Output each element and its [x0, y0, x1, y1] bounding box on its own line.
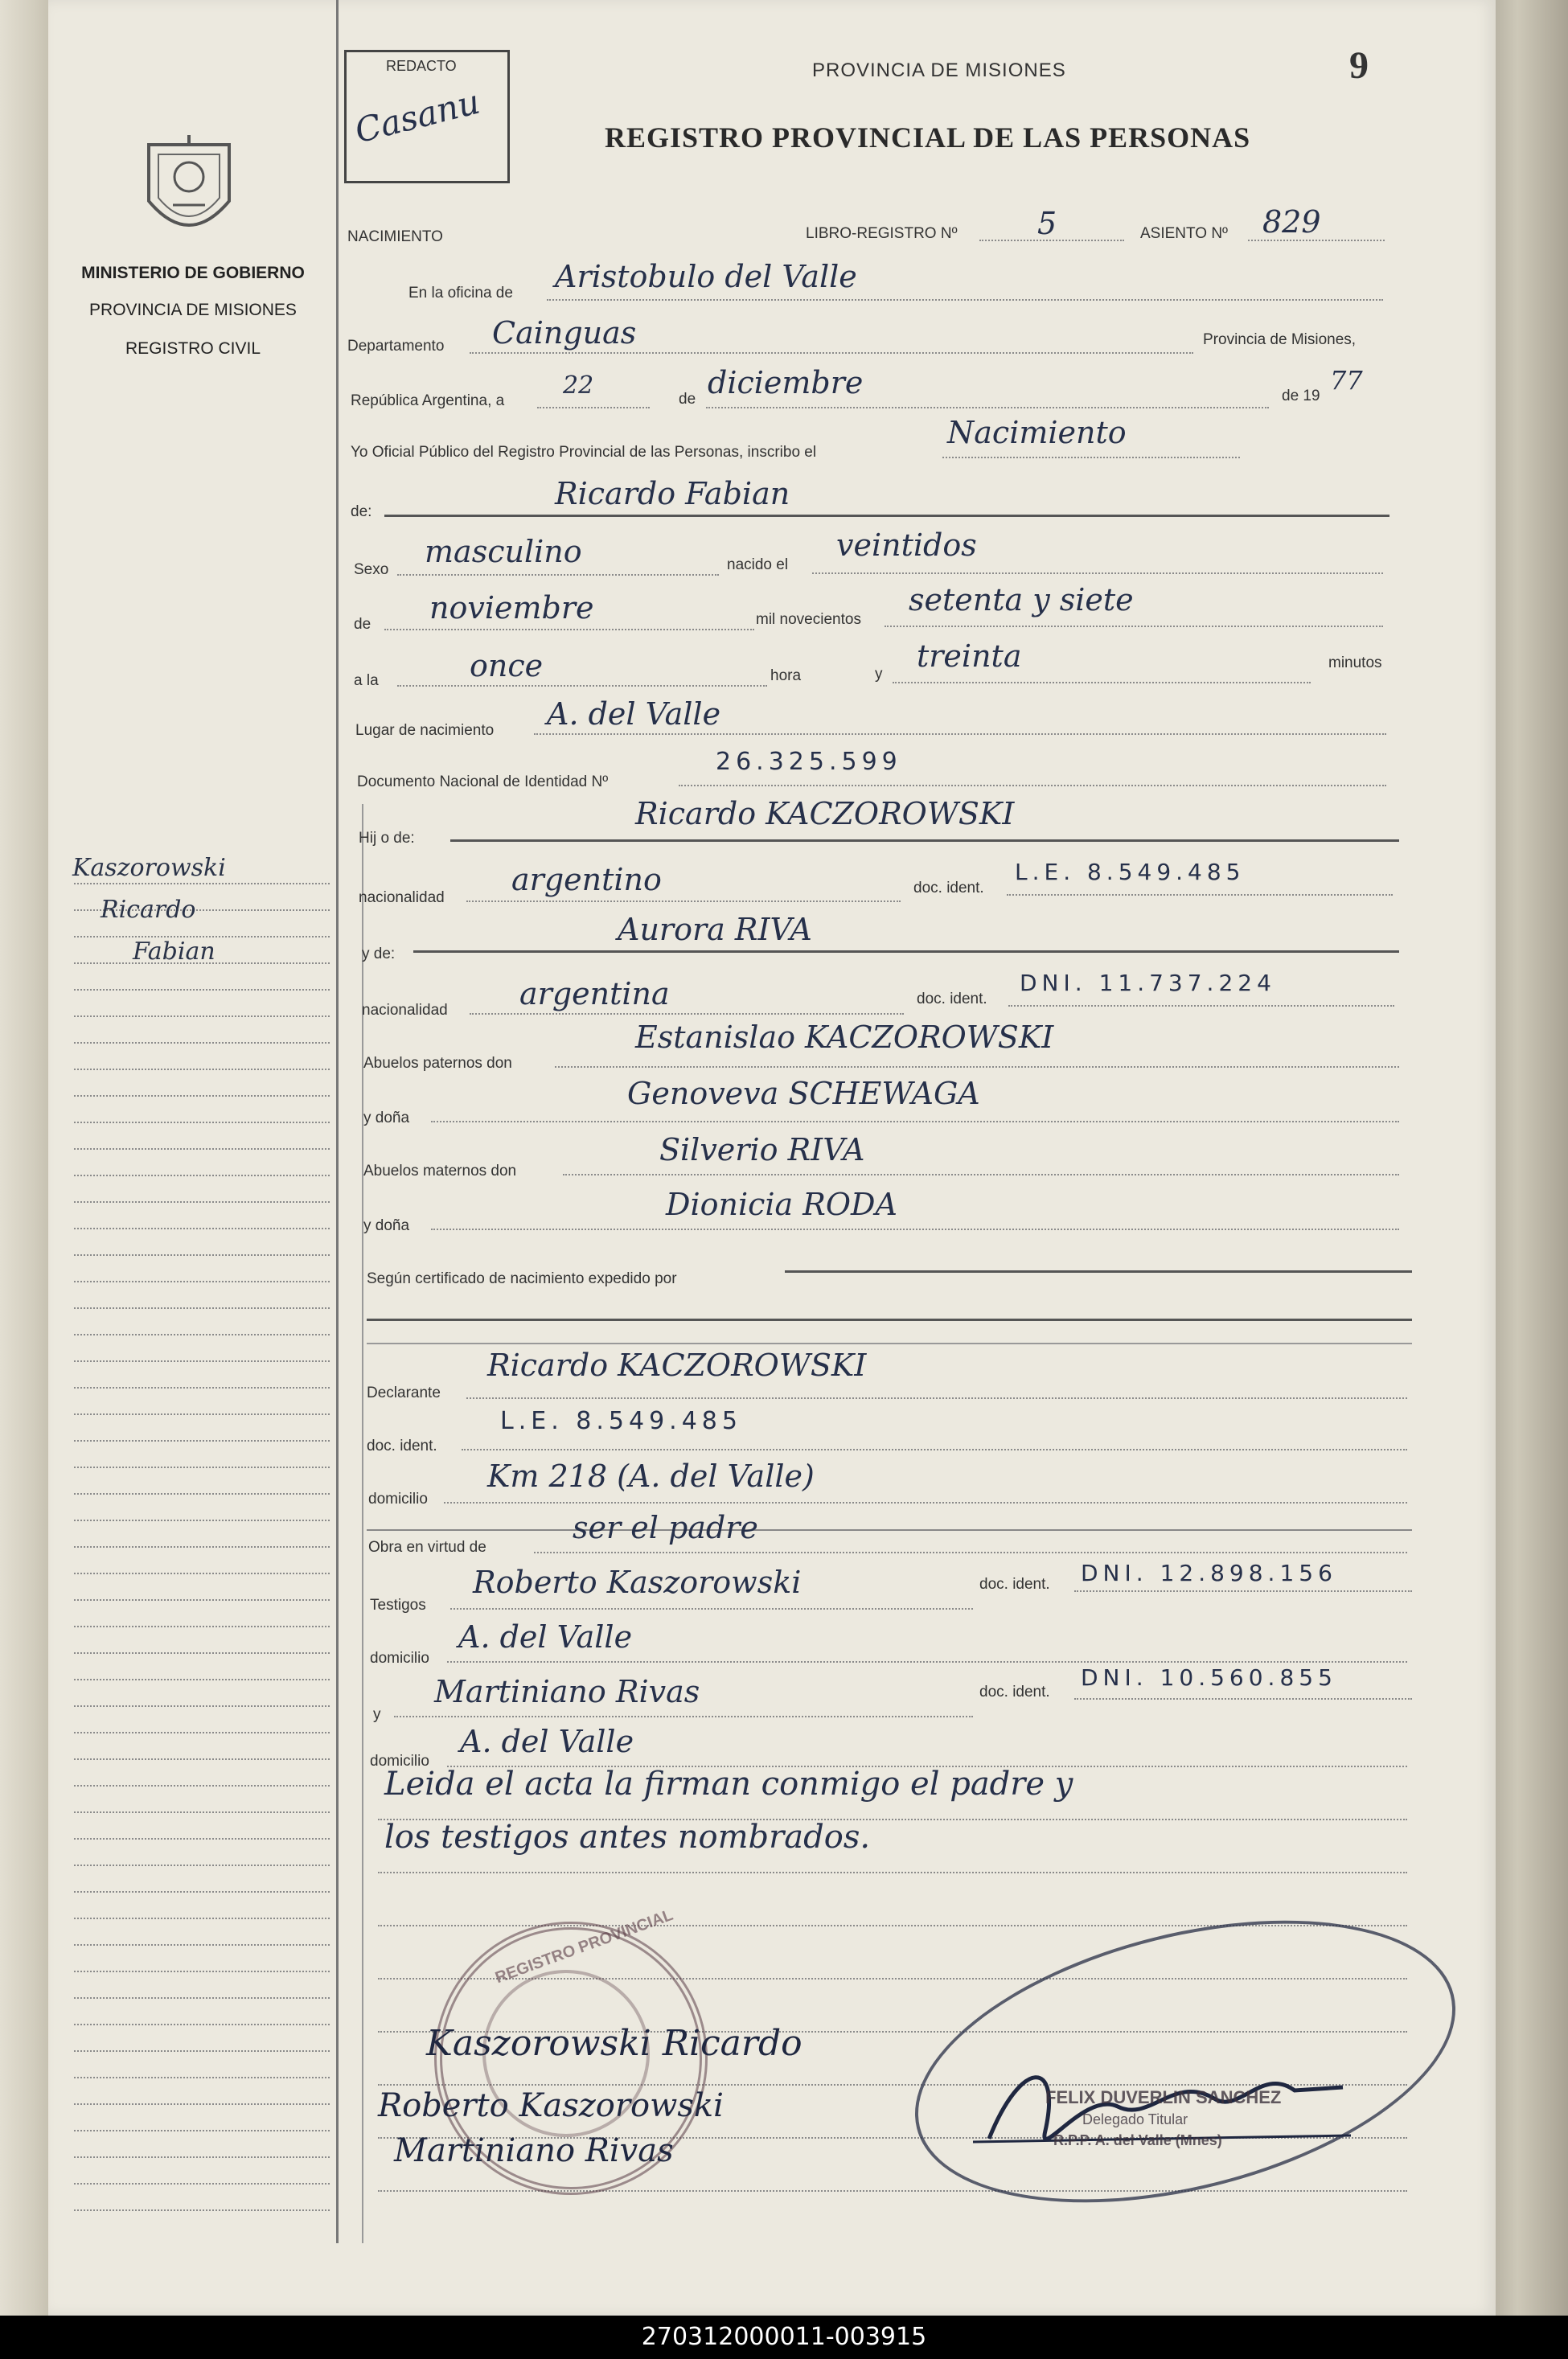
margin-ruled-line [74, 1997, 330, 1999]
segun-line-2 [367, 1319, 1412, 1321]
padre-doc-label: doc. ident. [913, 880, 984, 896]
declarante-line [466, 1397, 1407, 1399]
margin-ruled-line [74, 2209, 330, 2211]
margin-ruled-line [74, 1785, 330, 1787]
testigo2-doc-line [1074, 1698, 1412, 1700]
abuelos-mat-label: Abuelos maternos don [363, 1163, 517, 1180]
margin-ruled-line [74, 1599, 330, 1601]
oficina-value: Aristobulo del Valle [555, 259, 857, 294]
margin-ruled-line [74, 1360, 330, 1362]
book-edge [1496, 0, 1568, 2316]
margin-surname: Kaszorowski [72, 854, 226, 882]
testigo2-y-label: y [373, 1706, 381, 1723]
redacto-initials: Casanu [351, 81, 484, 151]
margin-ruled-line [74, 1493, 330, 1495]
padre-doc-line [1007, 894, 1393, 896]
seal-text: REGISTRO PROVINCIAL [493, 1906, 675, 1988]
abuela-mat-line [431, 1229, 1399, 1230]
margin-ruled-line [74, 1069, 330, 1070]
coat-of-arms-icon [141, 129, 237, 249]
anio-prefix: de 19 [1282, 388, 1320, 404]
nacido-value: veintidos [836, 527, 977, 563]
margin-ruled-line [74, 1626, 330, 1627]
lugar-label: Lugar de nacimiento [355, 722, 495, 739]
margin-ruled-line [74, 1891, 330, 1893]
decl-dom-label: domicilio [368, 1491, 428, 1508]
sexo-label: Sexo [354, 561, 389, 578]
margin-ruled-line [74, 1732, 330, 1733]
decl-doc-line [462, 1449, 1407, 1450]
padre-value: Ricardo KACZOROWSKI [635, 796, 1015, 831]
abuelo-pat-line [555, 1066, 1399, 1068]
testigo2-doc-label: doc. ident. [979, 1684, 1050, 1701]
margin-middle-name: Fabian [133, 937, 215, 966]
testigo1-dom-label: domicilio [370, 1650, 429, 1667]
sexo-value: masculino [425, 534, 582, 569]
padre-nac-label: nacionalidad [359, 889, 445, 906]
lugar-line [534, 733, 1386, 735]
dia-value: 22 [563, 371, 594, 400]
hora-line [397, 685, 767, 687]
margin-ruled-line [74, 1228, 330, 1229]
margin-ruled-line [74, 1944, 330, 1946]
abuelos-pat-label: Abuelos paternos don [363, 1055, 512, 1072]
margin-ruled-line [74, 1122, 330, 1123]
testigo1-doc-line [1074, 1590, 1412, 1592]
anio-value: 77 [1330, 365, 1363, 396]
margin-ruled-line [74, 1387, 330, 1389]
ministerio-label: MINISTERIO DE GOBIERNO [81, 264, 305, 282]
ala-label: a la [354, 672, 379, 689]
decl-dom-line [444, 1502, 1407, 1504]
margin-ruled-line [74, 989, 330, 991]
margin-ruled-line [74, 883, 330, 884]
oficina-label: En la oficina de [408, 285, 513, 302]
dni-label: Documento Nacional de Identidad Nº [357, 773, 609, 790]
testigo2-value: Martiniano Rivas [434, 1674, 700, 1709]
abuelo-mat-value: Silverio RIVA [659, 1132, 865, 1167]
mes-line [706, 407, 1269, 408]
book-spine [0, 0, 51, 2316]
decl-doc-label: doc. ident. [367, 1438, 437, 1454]
decl-doc-value: L.E. 8.549.485 [500, 1407, 742, 1435]
republica-label: República Argentina, a [351, 392, 505, 409]
margin-ruled-line [74, 1307, 330, 1309]
dni-line [679, 785, 1386, 786]
hora-label: hora [770, 667, 802, 684]
margin-ruled-line [74, 1971, 330, 1972]
margin-ruled-line [74, 1918, 330, 1919]
madre-nac-line [470, 1013, 904, 1015]
margin-ruled-line [74, 1865, 330, 1866]
madre-doc-line [1008, 1005, 1394, 1007]
minutos-label: minutos [1328, 654, 1382, 671]
leida-line-1: Leida el acta la firman conmigo el padre y [384, 1766, 1073, 1803]
leida-line-2: los testigos antes nombrados. [384, 1819, 871, 1856]
margin-ruled-line [74, 1148, 330, 1150]
sexo-line [397, 574, 719, 576]
nombre-value: Ricardo Fabian [555, 476, 790, 511]
asiento-line [1248, 240, 1385, 241]
margin-ruled-line [74, 1201, 330, 1203]
margin-divider [336, 0, 339, 2243]
testigo2-line [394, 1716, 973, 1717]
obra-line [534, 1552, 1407, 1553]
margin-ruled-line [74, 1042, 330, 1044]
mes-nac-line [384, 629, 754, 630]
padre-nac-value: argentino [511, 862, 662, 897]
official-stamp-place: R.P.P. A. del Valle (Mnes) [1053, 2132, 1222, 2148]
nombre-line [384, 515, 1389, 517]
abuelo-pat-value: Estanislao KACZOROWSKI [635, 1019, 1054, 1055]
margin-ruled-line [74, 1413, 330, 1415]
signature-testigo-1: Roberto Kaszorowski [378, 2087, 724, 2124]
margin-ruled-line [74, 2130, 330, 2131]
margin-ruled-line [74, 1705, 330, 1707]
testigo1-value: Roberto Kaszorowski [473, 1565, 802, 1600]
abuela-mat-value: Dionicia RODA [666, 1187, 897, 1222]
testigo2-doc-value: DNI. 10.560.855 [1081, 1664, 1337, 1691]
hijo-label: Hij o de: [359, 830, 415, 847]
margin-ruled-line [74, 2077, 330, 2078]
abuela-pat-line [431, 1121, 1399, 1122]
madre-line [413, 950, 1399, 953]
margin-ruled-line [74, 1175, 330, 1176]
margin-ruled-line [74, 2183, 330, 2185]
abuela-pat-label: y doña [363, 1110, 410, 1126]
declarante-value: Ricardo KACZOROWSKI [487, 1348, 867, 1383]
body-ruled-line [378, 2190, 1407, 2192]
obra-label: Obra en virtud de [368, 1539, 486, 1556]
inner-margin-divider [362, 804, 363, 2243]
lugar-value: A. del Valle [547, 696, 721, 732]
nacido-label: nacido el [727, 556, 789, 573]
madre-doc-label: doc. ident. [917, 991, 987, 1007]
departamento-label: Departamento [347, 338, 445, 355]
asiento-label: ASIENTO Nº [1140, 225, 1228, 242]
header-registro-title: REGISTRO PROVINCIAL DE LAS PERSONAS [605, 121, 1251, 154]
registro-civil-label: REGISTRO CIVIL [125, 339, 261, 358]
margin-ruled-line [74, 1254, 330, 1256]
testigo1-doc-value: DNI. 12.898.156 [1081, 1560, 1337, 1586]
acto-value: Nacimiento [947, 415, 1127, 450]
mil-label: mil novecientos [756, 611, 861, 628]
oficial-label: Yo Oficial Público del Registro Provincial de las Personas, inscribo el [351, 444, 817, 461]
madre-value: Aurora RIVA [618, 912, 812, 947]
testigo2-dom-value: A. del Valle [460, 1724, 634, 1759]
segun-line [785, 1270, 1412, 1273]
libro-label: LIBRO-REGISTRO Nº [806, 225, 958, 242]
libro-value: 5 [1037, 206, 1057, 241]
testigo2-dom-label: domicilio [370, 1753, 429, 1770]
redacto-label: REDACTO [386, 58, 457, 74]
testigos-label: Testigos [370, 1597, 426, 1614]
provincia-label: Provincia de Misiones, [1203, 331, 1357, 348]
testigo1-dom-value: A. del Valle [458, 1619, 633, 1655]
margin-ruled-line [74, 1546, 330, 1548]
mes-nac-value: noviembre [429, 590, 594, 626]
margin-ruled-line [74, 1440, 330, 1442]
margin-ruled-line [74, 1015, 330, 1017]
margin-ruled-line [74, 1838, 330, 1840]
madre-doc-value: DNI. 11.737.224 [1020, 970, 1276, 996]
margin-ruled-line [74, 1467, 330, 1468]
margin-ruled-line [74, 1095, 330, 1097]
margin-ruled-line [74, 1334, 330, 1335]
margin-ruled-line [74, 1652, 330, 1654]
decl-dom-value: Km 218 (A. del Valle) [487, 1458, 815, 1494]
padre-doc-value: L.E. 8.549.485 [1015, 859, 1246, 885]
declarante-label: Declarante [367, 1385, 441, 1401]
y-label: y [875, 666, 883, 683]
minutos-value: treinta [917, 638, 1022, 674]
oficina-line [547, 299, 1383, 301]
madre-nac-label: nacionalidad [362, 1002, 448, 1019]
hora-value: once [470, 648, 544, 683]
nacido-line [812, 572, 1383, 574]
margin-ruled-line [74, 1679, 330, 1680]
abuelo-mat-line [563, 1174, 1399, 1175]
margin-provincia-label: PROVINCIA DE MISIONES [89, 301, 297, 319]
de2-label: de [354, 616, 371, 633]
official-stamp-title: Delegado Titular [1082, 2111, 1188, 2127]
de-label: de [679, 391, 696, 408]
padre-nac-line [466, 901, 901, 902]
testigo1-doc-label: doc. ident. [979, 1576, 1050, 1593]
margin-ruled-line [74, 2103, 330, 2105]
margin-ruled-line [74, 2050, 330, 2052]
header-provincia: PROVINCIA DE MISIONES [812, 59, 1066, 81]
signature-declarante: Kaszorowski Ricardo [426, 2023, 802, 2064]
margin-ruled-line [74, 1281, 330, 1282]
body-ruled-line [378, 1872, 1407, 1873]
acto-line [942, 457, 1240, 458]
departamento-value: Cainguas [492, 315, 637, 351]
margin-ruled-line [74, 2156, 330, 2158]
section-rule [367, 1343, 1412, 1344]
margin-ruled-line [74, 2024, 330, 2025]
official-stamp-name: FELIX DUVERLIN SANCHEZ [1045, 2087, 1282, 2107]
margin-ruled-line [74, 1758, 330, 1760]
dni-value: 26.325.599 [716, 748, 902, 776]
signature-testigo-2: Martiniano Rivas [394, 2132, 674, 2169]
de-nombre-label: de: [351, 503, 372, 520]
abuela-pat-value: Genoveva SCHEWAGA [627, 1076, 980, 1111]
obra-value: ser el padre [573, 1510, 758, 1545]
obra-rule [367, 1529, 1412, 1531]
madre-nac-value: argentina [519, 976, 670, 1011]
minutos-line [893, 682, 1311, 683]
testigo1-dom-line [447, 1661, 1407, 1663]
anio-nac-value: setenta y siete [909, 582, 1134, 617]
margin-given-name: Ricardo [101, 896, 196, 924]
dia-line [537, 407, 650, 408]
margin-ruled-line [74, 1520, 330, 1521]
segun-label: Según certificado de nacimiento expedido por [367, 1270, 677, 1287]
margin-ruled-line [74, 1811, 330, 1813]
mes-value: diciembre [708, 365, 864, 400]
abuela-mat-label: y doña [363, 1217, 410, 1234]
padre-line [450, 839, 1399, 842]
anio-nac-line [885, 626, 1383, 627]
departamento-line-2 [470, 352, 1193, 354]
yde-label: y de: [362, 946, 396, 962]
nacimiento-label: NACIMIENTO [347, 228, 443, 245]
page-number: 9 [1349, 44, 1369, 87]
archive-code-footer: 270312000011-003915 [0, 2316, 1568, 2359]
asiento-value: 829 [1262, 204, 1321, 240]
margin-ruled-line [74, 1573, 330, 1574]
testigo1-line [450, 1608, 973, 1610]
